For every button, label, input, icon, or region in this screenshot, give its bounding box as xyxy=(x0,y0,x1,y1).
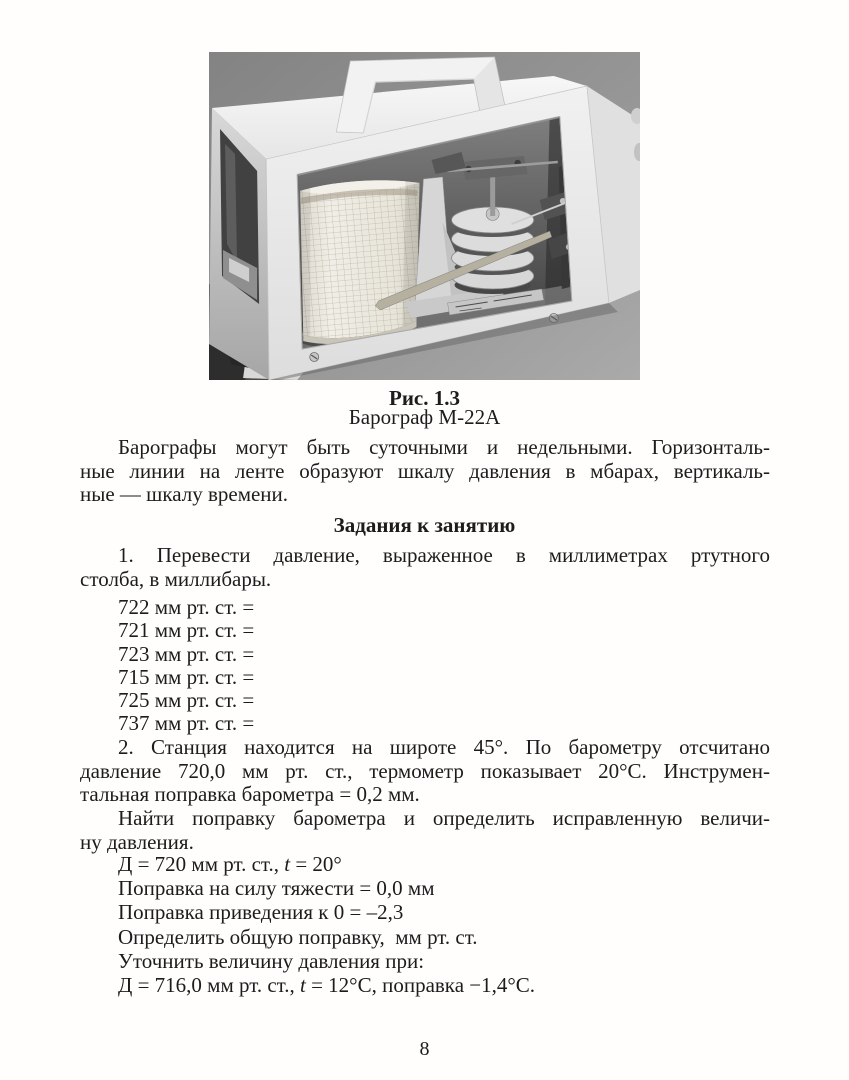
barograph-photo xyxy=(209,52,640,380)
text-line: Барографы могут быть суточными и недельными. Горизонталь- xyxy=(118,435,770,459)
list-item: 737 мм рт. ст. = xyxy=(118,711,255,736)
variable-t: t xyxy=(284,852,291,876)
text-line: тальная поправка барометра = 0,2 мм. xyxy=(80,782,420,807)
task2-equations xyxy=(80,852,770,997)
task1-conversion-list xyxy=(80,596,770,736)
list-item: 722 мм рт. ст. = xyxy=(118,595,255,619)
tasks-heading: Задания к занятию xyxy=(333,513,516,537)
equation-text: Д = 716,0 мм рт. ст., xyxy=(118,973,300,998)
equation-line: Поправка приведения к 0 = –2,3 xyxy=(118,900,404,925)
text-line: 2. Станция находится на широте 45°. По барометру отсчитано xyxy=(118,735,770,759)
text-line: столба, в миллибары. xyxy=(80,566,272,591)
equation-text: Д = 720 мм рт. ст., xyxy=(118,852,285,876)
equation-text: = 12°С, поправка −1,4°С. xyxy=(305,973,536,998)
intro-paragraph xyxy=(80,436,770,507)
task2-paragraph xyxy=(80,736,770,855)
text-line: ну давления. xyxy=(80,829,194,854)
figure-caption-title: Рис. 1.3 xyxy=(389,386,460,410)
equation-text: = 20° xyxy=(290,852,342,876)
variable-t: t xyxy=(300,973,306,998)
chart-drum xyxy=(300,180,419,344)
list-item: 715 мм рт. ст. = xyxy=(118,664,255,689)
equation-line: Уточнить величину давления при: xyxy=(118,948,425,973)
page-number: 8 xyxy=(419,1038,430,1060)
list-item: 723 мм рт. ст. = xyxy=(118,641,255,666)
task1-paragraph xyxy=(80,544,770,591)
equation-line: Поправка на силу тяжести = 0,0 мм xyxy=(118,876,435,901)
text-line: ные — шкалу времени. xyxy=(80,482,289,507)
text-line: 1. Перевести давление, выраженное в миллиметрах ртутного xyxy=(118,543,770,567)
figure-caption-subtitle: Барограф М-22А xyxy=(348,405,501,429)
equation-line: Определить общую поправку, мм рт. ст. xyxy=(118,924,478,949)
text-line: Найти поправку барометра и определить исправленную величи- xyxy=(118,806,770,831)
list-item: 721 мм рт. ст. = xyxy=(118,618,255,643)
text-line: давление 720,0 мм рт. ст., термометр показывает 20°С. Инструмен- xyxy=(80,758,770,783)
text-line: ные линии на ленте образуют шкалу давления в мбарах, вертикаль- xyxy=(80,458,770,483)
list-item: 725 мм рт. ст. = xyxy=(118,688,255,713)
equation-line xyxy=(80,973,770,997)
equation-line xyxy=(80,852,770,876)
